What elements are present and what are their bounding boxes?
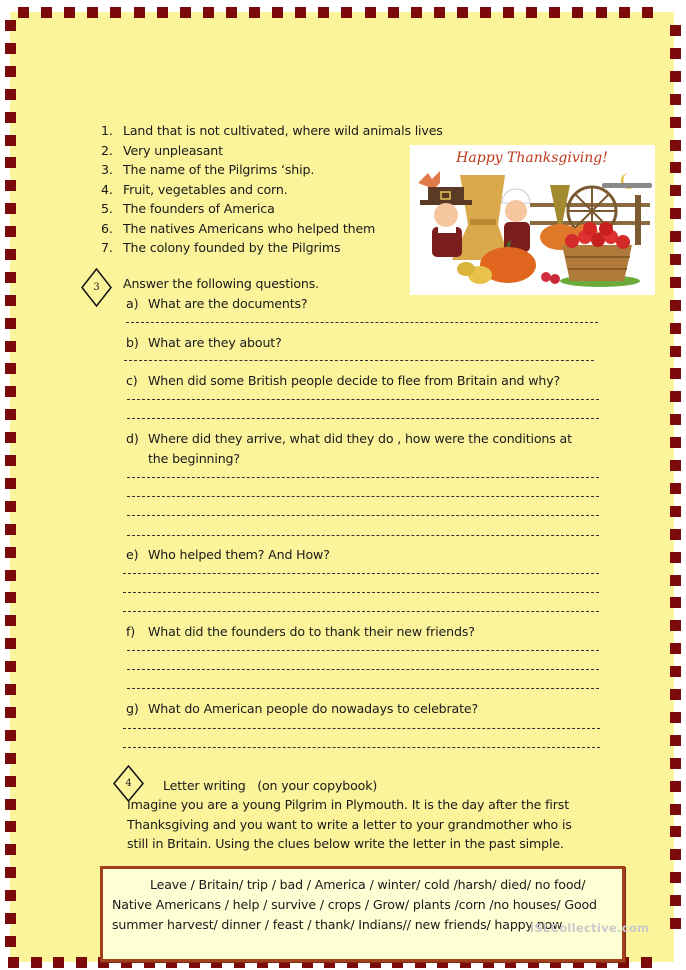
border-square [5,707,16,718]
border-square [411,7,422,18]
answer-line[interactable] [124,360,594,361]
border-square [670,849,681,860]
border-square [226,7,237,18]
border-square [670,208,681,219]
border-square [670,391,681,402]
border-square [670,277,681,288]
border-square [5,501,16,512]
section-3-instruction: Answer the following questions. [123,276,320,291]
border-square [76,957,87,968]
question-e: e) Who helped them? And How? [126,547,330,562]
border-square [110,7,121,18]
border-square [572,7,583,18]
border-square [31,957,42,968]
border-square [619,7,630,18]
border-square [5,43,16,54]
border-square [5,249,16,260]
border-square [670,712,681,723]
border-square [5,867,16,878]
border-square [64,7,75,18]
border-square [670,368,681,379]
border-square [670,597,681,608]
border-square [5,295,16,306]
border-square [41,7,52,18]
border-square [8,957,19,968]
border-square [670,460,681,471]
list-item: 2. Very unpleasant [101,142,223,158]
border-square [5,478,16,489]
border-square [670,643,681,654]
border-square [134,7,145,18]
answer-line[interactable] [127,477,599,478]
answer-line[interactable] [123,573,599,574]
border-square [5,592,16,603]
border-square [457,7,468,18]
question-d-continued: the beginning? [148,451,240,466]
border-square [365,7,376,18]
border-square [596,7,607,18]
border-square [249,7,260,18]
border-square [5,455,16,466]
border-square [5,890,16,901]
border-square [670,437,681,448]
answer-line[interactable] [127,496,599,497]
border-square [5,799,16,810]
svg-text:Happy Thanksgiving!: Happy Thanksgiving! [456,150,608,166]
question-a: a) What are the documents? [126,296,308,311]
border-square [53,957,64,968]
watermark: iSLCollective.com [530,921,650,935]
border-square [180,7,191,18]
thanksgiving-scene-icon [410,145,655,295]
border-square [5,913,16,924]
answer-line[interactable] [123,611,599,612]
answer-line[interactable] [126,322,598,323]
border-square [5,661,16,672]
question-d: d) Where did they arrive, what did they do , how were the conditions at [126,431,572,446]
list-item: 7. The colony founded by the Pilgrims [101,240,341,255]
border-square [5,730,16,741]
border-square [5,432,16,443]
border-square [670,804,681,815]
question-c: c) When did some British people decide to flee from Britain and why? [126,373,561,388]
border-square [295,7,306,18]
border-square [5,524,16,535]
border-square [5,226,16,237]
border-square [480,7,491,18]
section-4-instructions: Imagine you are a young Pilgrim in Plymouth. It is the day after the first Thanksgiving and you want to write a letter to your grandmother who is still in Britain. Using the clues below write the letter in the past simple. [127,797,572,851]
answer-line[interactable] [123,747,600,748]
border-square [203,7,214,18]
border-square [670,346,681,357]
list-item: 1. Land that is not cultivated, where wild animals lives [101,123,443,138]
border-square [5,363,16,374]
border-square [5,547,16,558]
border-square [670,872,681,883]
vocabulary-list [101,121,443,258]
border-square [670,300,681,311]
border-square [670,140,681,151]
border-square [670,666,681,677]
list-item: 3. The name of the Pilgrims ‘ship. [101,162,315,177]
border-square [670,529,681,540]
border-square [670,94,681,105]
answer-line[interactable] [127,418,599,419]
border-square [5,203,16,214]
answer-line[interactable] [127,535,599,536]
border-square [670,575,681,586]
border-square [5,615,16,626]
border-square [503,7,514,18]
border-square [157,7,168,18]
border-square [5,89,16,100]
border-square [341,7,352,18]
section-4-badge: 4 [113,765,144,802]
border-square [642,7,653,18]
border-square [670,231,681,242]
border-square [670,483,681,494]
border-square [5,776,16,787]
border-square [670,254,681,265]
border-square [670,414,681,425]
answer-line[interactable] [127,515,599,516]
border-square [18,7,29,18]
border-square [5,570,16,581]
border-square [670,117,681,128]
border-square [5,318,16,329]
question-g: g) What do American people do nowadays to celebrate? [126,701,479,716]
border-square [5,66,16,77]
answer-line[interactable] [123,592,599,593]
border-square [272,7,283,18]
border-square [670,620,681,631]
border-square [5,936,16,947]
border-square [434,7,445,18]
border-square [670,25,681,36]
border-square [670,323,681,334]
border-square [5,753,16,764]
border-square [5,341,16,352]
border-square [388,7,399,18]
border-square [526,7,537,18]
border-square [5,844,16,855]
list-item: 5. The founders of America [101,201,275,216]
border-square [5,684,16,695]
border-square [5,157,16,168]
border-square [5,20,16,31]
border-square [670,826,681,837]
list-item: 6. The natives Americans who helped them [101,220,376,236]
border-square [5,821,16,832]
border-square [670,71,681,82]
border-square [5,386,16,397]
border-square [670,781,681,792]
border-square [670,506,681,517]
answer-line[interactable] [127,669,599,670]
border-square [670,689,681,700]
border-square [670,735,681,746]
border-square [670,162,681,173]
answer-line[interactable] [127,688,599,689]
section-4-title: Letter writing (on your copybook) [163,778,378,793]
thanksgiving-illustration [410,145,655,295]
question-b: b) What are they about? [126,335,282,350]
section-3-badge: 3 [81,268,112,307]
border-square [670,185,681,196]
border-square [670,895,681,906]
border-square [670,48,681,59]
answer-line[interactable] [127,399,599,400]
border-square [670,758,681,769]
question-f: f) What did the founders do to thank their new friends? [126,624,475,639]
border-square [5,135,16,146]
border-square [670,918,681,929]
border-square [87,7,98,18]
border-square [5,272,16,283]
border-square [5,638,16,649]
border-square [670,552,681,563]
border-square [5,112,16,123]
border-square [549,7,560,18]
answer-line[interactable] [127,650,599,651]
list-item: 4. Fruit, vegetables and corn. [101,181,288,197]
border-square [5,409,16,420]
border-square [641,957,652,968]
answer-line[interactable] [123,728,600,729]
word-clue-box [100,866,625,962]
border-square [318,7,329,18]
clue-words: Leave / Britain/ trip / bad / America / winter/ cold /harsh/ died/ no food/ Native Americans / help / survive / crops / Grow/ plants /corn /no houses/ Good summer harvest/ dinner / feast / thank/ Indians// new friends/ happy now [112,877,597,932]
border-square [5,180,16,191]
